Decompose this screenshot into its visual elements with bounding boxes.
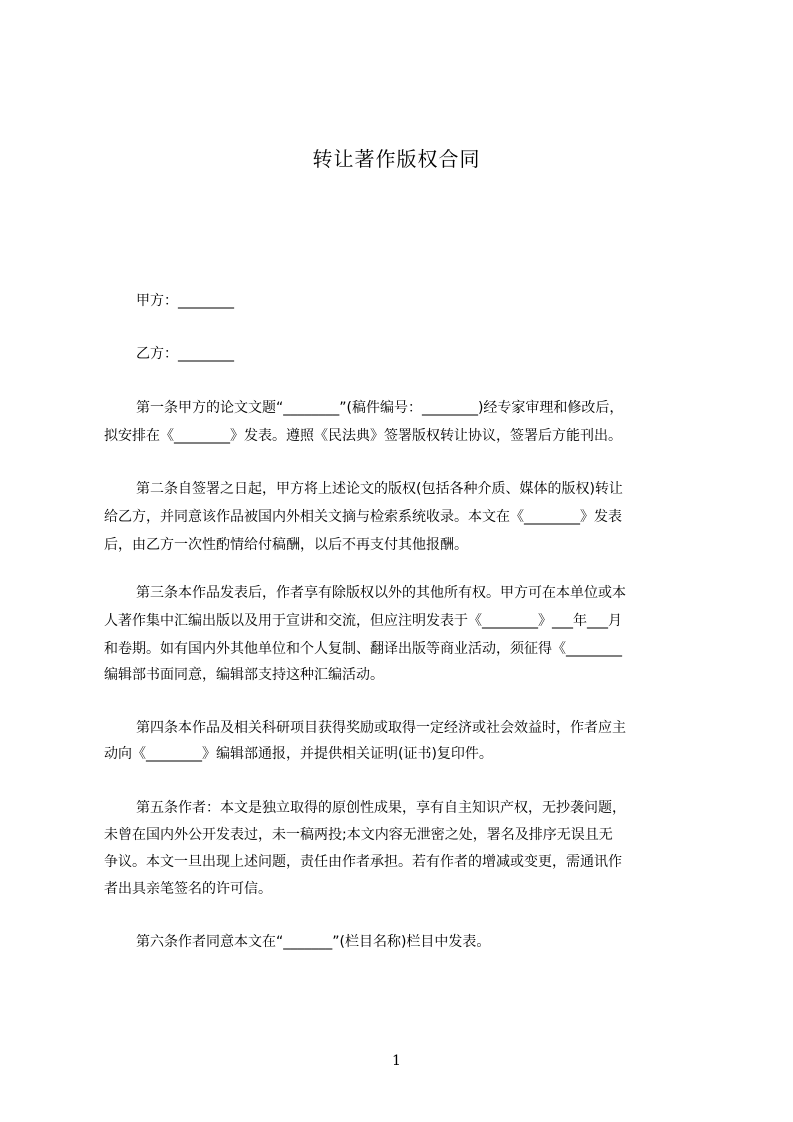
article-1-line-1: 第一条甲方的论文文题“________”(稿件编号：________)经专家审理和修改后， — [136, 400, 624, 416]
article-1-line-2: 拟安排在《________》发表。遵照《民法典》签署版权转让协议，签署后方能刊出。 — [104, 428, 622, 444]
article-2-line-2: 给乙方，并同意该作品被国内外相关文摘与检索系统收录。本文在《________》发表 — [104, 509, 622, 525]
article-2-line-1: 第二条自签署之日起，甲方将上述论文的版权(包括各种介质、媒体的版权)转让 — [136, 481, 623, 497]
article-6-line-1: 第六条作者同意本文在“_______”(栏目名称)栏目中发表。 — [136, 934, 491, 950]
article-2-line-3: 后，由乙方一次性酌情给付稿酬，以后不再支付其他报酬。 — [104, 537, 468, 553]
article-5-line-2: 未曾在国内外公开发表过，未一稿两投;本文内容无泄密之处，署名及排序无误且无 — [104, 827, 613, 843]
article-4-line-1: 第四条本作品及相关科研项目获得奖励或取得一定经济或社会效益时，作者应主 — [136, 720, 626, 736]
party-a-line: 甲方：________ — [136, 293, 234, 309]
document-title: 转让著作版权合同 — [312, 147, 481, 171]
article-5-line-4: 者出具亲笔签名的许可信。 — [104, 881, 272, 897]
page-number: 1 — [392, 1053, 401, 1069]
party-b-line: 乙方：________ — [136, 346, 234, 362]
article-3-line-4: 编辑部书面同意，编辑部支持这种汇编活动。 — [104, 667, 384, 683]
article-5-line-3: 争议。本文一旦出现上述问题，责任由作者承担。若有作者的增减或变更，需通讯作 — [104, 854, 622, 870]
article-4-line-2: 动向《________》编辑部通报，并提供相关证明(证书)复印件。 — [104, 746, 493, 762]
article-5-line-1: 第五条作者：本文是独立取得的原创性成果，享有自主知识产权，无抄袭问题， — [136, 800, 626, 816]
article-3-line-1: 第三条本作品发表后，作者享有除版权以外的其他所有权。甲方可在本单位或本 — [136, 585, 626, 601]
article-3-line-2: 人著作集中汇编出版以及用于宣讲和交流，但应注明发表于《________》___年___月 — [104, 613, 622, 629]
article-3-line-3: 和卷期。如有国内外其他单位和个人复制、翻译出版等商业活动，须征得《________ — [104, 641, 622, 657]
